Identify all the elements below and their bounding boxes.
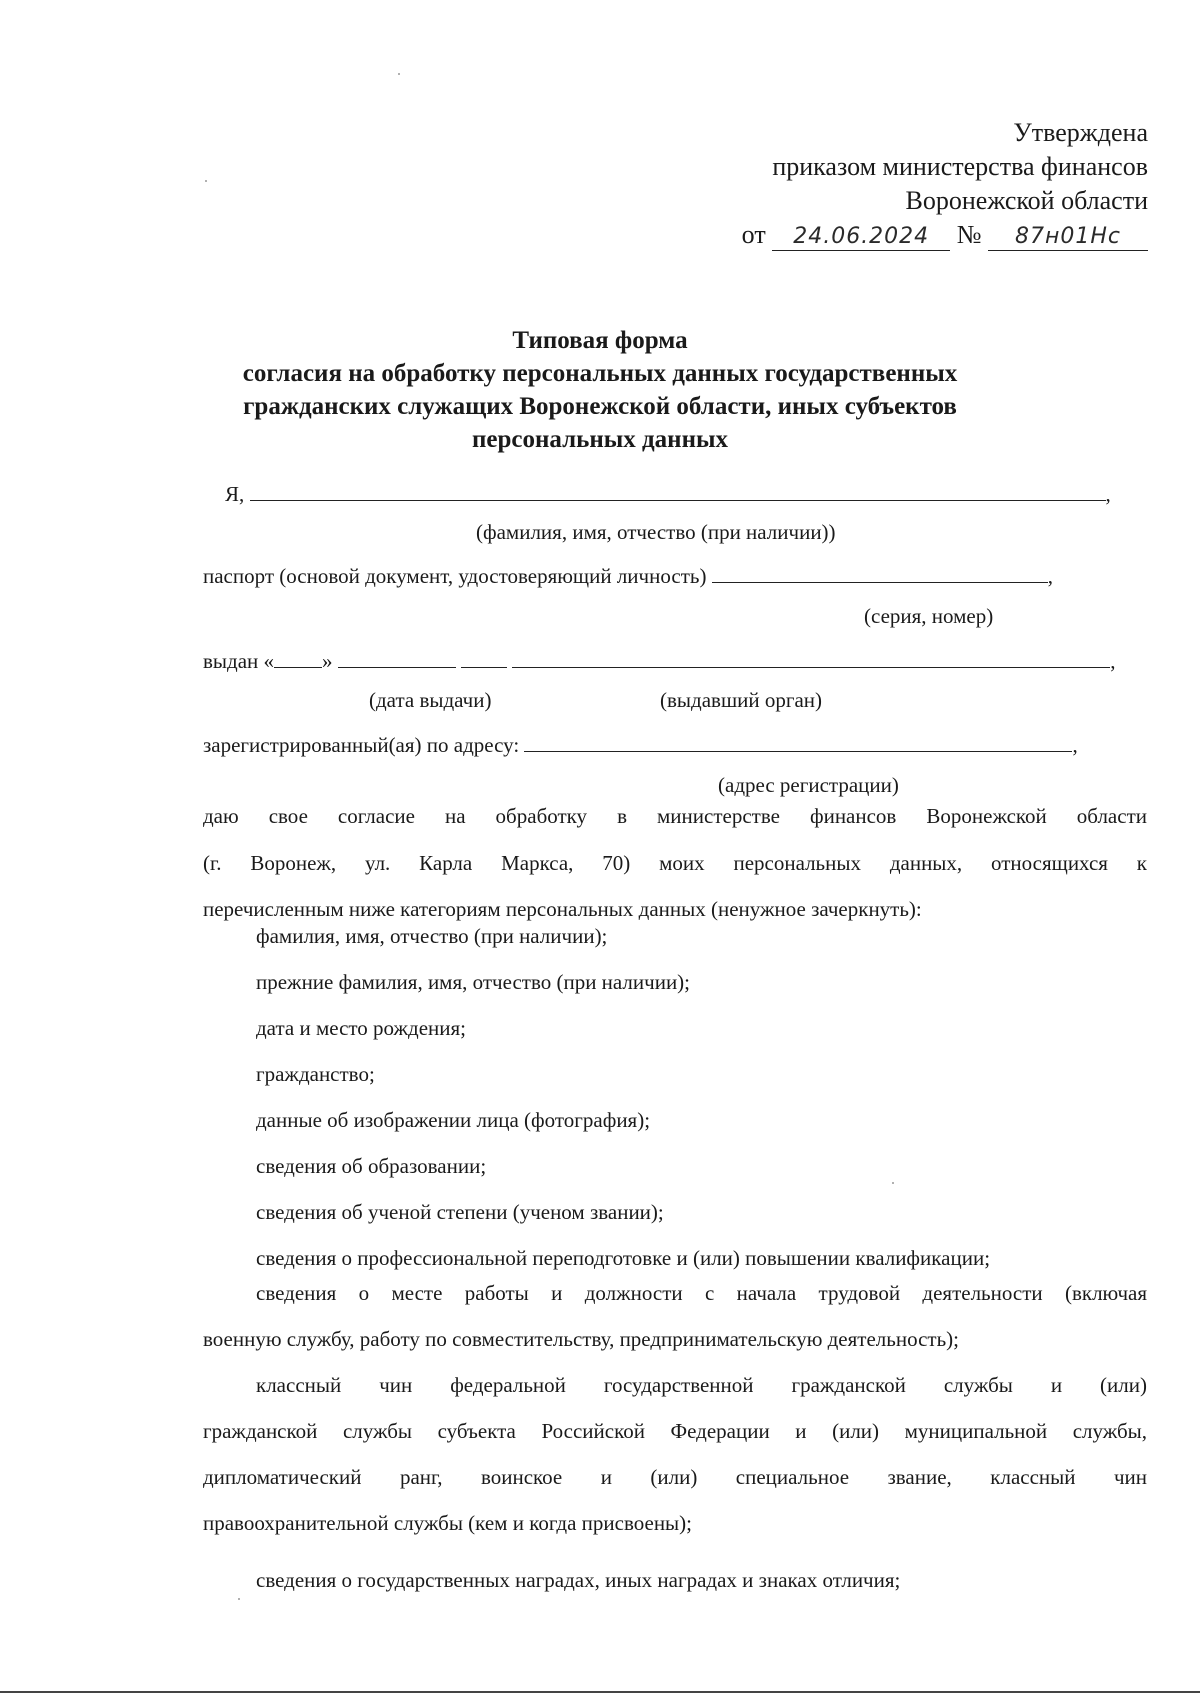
passport-row (203, 562, 1053, 589)
approval-line-2: приказом министерства финансов (772, 152, 1148, 181)
scan-speck (205, 180, 207, 182)
fio-caption: (фамилия, имя, отчество (при наличии)) (476, 520, 836, 544)
rank-line-3: дипломатический ранг, воинское и (или) специальное звание, классный чин (203, 1465, 1147, 1489)
fio-row (225, 480, 1111, 507)
comma: , (1047, 564, 1053, 588)
comma: , (1072, 733, 1078, 757)
number-label: № (956, 220, 982, 249)
issuer-input-line[interactable] (512, 647, 1110, 668)
rank-line-4: правоохранительной службы (кем и когда присвоены); (203, 1511, 692, 1535)
passport-caption: (серия, номер) (864, 604, 994, 628)
approval-line-1: Утверждена (1013, 118, 1148, 147)
title-line-1: Типовая форма (512, 327, 688, 354)
scan-edge-line (0, 1691, 1200, 1693)
approval-date: 24.06.2024 (793, 224, 930, 249)
title-line-3: гражданских служащих Воронежской области, иных субъектов (243, 393, 957, 420)
consent-line-2: (г. Воронеж, ул. Карла Маркса, 70) моих персональных данных, относящихся к (203, 851, 1147, 875)
rank-line-1: классный чин федеральной государственной гражданской службы и (или) (256, 1373, 1147, 1397)
approval-reference (742, 218, 1148, 252)
list-item: сведения об ученой степени (ученом звании); (256, 1200, 664, 1224)
issued-close: » (322, 649, 333, 673)
list-item: дата и место рождения; (256, 1016, 467, 1040)
form-title (0, 324, 1200, 456)
passport-label: паспорт (основой документ, удостоверяющий личность) (203, 564, 707, 588)
list-item-awards: сведения о государственных наградах, иных наградах и знаках отличия; (256, 1568, 901, 1592)
registered-label: зарегистрированный(ая) по адресу: (203, 733, 520, 757)
list-item: сведения о профессиональной переподготовке и (или) повышении квалификации; (256, 1246, 991, 1270)
issue-year-input-line[interactable] (461, 647, 507, 668)
approval-block (742, 116, 1148, 252)
comma: , (1110, 649, 1116, 673)
issuer-caption: (выдавший орган) (660, 688, 823, 712)
title-line-4: персональных данных (471, 426, 729, 453)
issue-month-input-line[interactable] (338, 647, 456, 668)
address-caption: (адрес регистрации) (718, 773, 899, 797)
i-label: Я, (225, 482, 245, 506)
list-item: гражданство; (256, 1062, 375, 1086)
list-item: данные об изображении лица (фотография); (256, 1108, 651, 1132)
issued-row (203, 647, 1116, 674)
scan-speck (238, 1598, 240, 1600)
approval-number: 87н01Нс (1014, 224, 1121, 249)
issue-date-caption: (дата выдачи) (369, 688, 492, 712)
consent-line-3: перечисленным ниже категориям персональных данных (ненужное зачеркнуть): (203, 897, 922, 921)
issue-day-input-line[interactable] (274, 647, 322, 668)
issued-label: выдан « (203, 649, 275, 673)
fio-input-line[interactable] (250, 480, 1106, 501)
scan-speck (398, 73, 400, 75)
approval-line-3: Воронежской области (905, 186, 1148, 215)
consent-line-1: даю свое согласие на обработку в министерстве финансов Воронежской области (203, 804, 1147, 828)
title-line-2: согласия на обработку персональных данных государственных (242, 360, 958, 387)
passport-input-line[interactable] (712, 562, 1048, 583)
approval-number-field (988, 222, 1148, 251)
scan-speck (892, 1182, 894, 1184)
rank-line-2: гражданской службы субъекта Российской Федерации и (или) муниципальной службы, (203, 1419, 1147, 1443)
list-item: сведения об образовании; (256, 1154, 487, 1178)
work-line-1: сведения о месте работы и должности с начала трудовой деятельности (включая (256, 1281, 1147, 1305)
comma: , (1105, 482, 1111, 506)
list-item: прежние фамилия, имя, отчество (при наличии); (256, 970, 691, 994)
list-item: фамилия, имя, отчество (при наличии); (256, 924, 608, 948)
address-row (203, 731, 1078, 758)
from-label: от (741, 220, 766, 249)
approval-date-field (772, 222, 950, 251)
address-input-line[interactable] (524, 731, 1072, 752)
work-line-2: военную службу, работу по совместительству, предпринимательскую деятельность); (203, 1327, 960, 1351)
